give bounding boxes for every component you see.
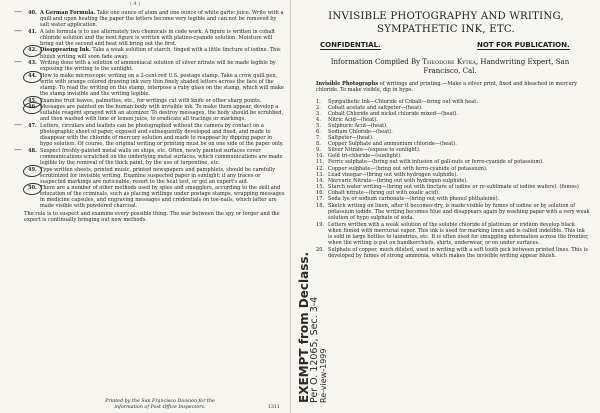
intro-paragraph: [316, 81, 586, 93]
item-number: 7.: [316, 135, 321, 142]
item-number: 19.: [316, 221, 325, 228]
item-text: Type-written sheets, printed music, printed newspapers and pamphlets, should be carefully scrutinized for invisible writing. Examine suspected paper in sunlight; if any traces or suspected markings are noticeable, resort to the heat test, or get an expert's aid.: [40, 166, 276, 185]
item-text: Writing done with a solution of ammoniacal solution of silver nitrate will be made legible by exposing the writing to the sunlight.: [40, 60, 276, 73]
item-title: A German Formula.: [40, 10, 96, 16]
item-number: 1.: [316, 99, 321, 105]
item-number: 40.: [28, 10, 37, 16]
item-text: There are a number of other methods used by spies and smugglers, according to the skill and education of the criminals, such as placing writings under postage stamps, wrapping messages in medicine capsules, and engraving messages and credentials on toe-nails, which latter are made visible with powdered charcoal.: [40, 185, 285, 210]
item-number: 50.: [28, 185, 37, 192]
not-for-publication-label: NOT FOR PUBLICATION.: [477, 41, 570, 49]
item-number: 3.: [316, 111, 321, 118]
closing-paragraph: The rule is to suspect and examine every possible thing. The war between the spy or forger and the expert is continually bringing out new methods.: [24, 211, 280, 224]
item-text: Saltpeter—(heat).: [328, 135, 374, 142]
pencil-dash-mark: —: [14, 120, 22, 129]
pencil-dash-mark: —: [14, 25, 22, 35]
compiled-by-line: [312, 58, 588, 76]
item-text: Sulphuric Acid—(heat).: [328, 123, 388, 130]
page-number: ( 4 ): [130, 1, 141, 7]
item-text: Sketch writing on linen, after it becomes dry, is made visible by fumes of iodine or by solution of potassium iodide. The writing becomes blue and disappears again by washing paper with a very weak solution of hypo sulphate of soda.: [328, 202, 590, 221]
item-number: 13.: [316, 171, 325, 178]
item-number: 45.: [28, 97, 37, 104]
item-number: 9.: [316, 147, 321, 154]
confidential-label: CONFIDENTIAL.: [320, 41, 381, 49]
intro-text: of writings and printing.—Make a silver print, fixed and bleached in mercury chloride. To make visible, dip in hypo.: [316, 81, 577, 94]
title-line-1: INVISIBLE PHOTOGRAPHY AND WRITING,: [328, 11, 564, 22]
stamp-line-2: Per O. 12065, Sec. 3-4: [309, 296, 320, 403]
item-text: Take a weak solution of starch, tinged with a little tincture of iodine. This bluish writing will soon fade away.: [40, 47, 281, 60]
item-text: Starch water writing—(bring out with tincture of iodine or re-sublimate of iodine wafers). (fumes): [328, 183, 579, 190]
item-number: 41.: [28, 28, 37, 35]
item-number: 4.: [316, 117, 321, 124]
item-text: Sulphate of copper, much diluted, used in writing with a soft tooth pick between printed lines. This is developed by fumes of strong ammonia, which makes the invisible writing appear bluish.: [328, 247, 588, 260]
intro-title: Invisible Photographs: [316, 81, 379, 87]
info-suffix: , Handwriting Expert, San Francisco, Cal.: [423, 58, 570, 75]
item-text: Copper sulphate—(bring out with ferro-cyanide of potassium).: [328, 165, 488, 172]
footer-code: 1311: [267, 404, 280, 410]
item-text: Nitric Acid—(heat).: [328, 117, 378, 124]
item-number: 6.: [316, 129, 321, 136]
item-number: 17.: [316, 195, 325, 202]
left-list-item: [4, 57, 286, 73]
item-text: Letters, circulars and leaflets can be photographed without the camera by contact on a photographic sheet of paper, exposed and subsequently developed and fixed, and made to disappear with the chloride of mercury solution and made to reappear by dipping paper in hypo solution. Of course, the original writing or printing must be on one side of the paper only.: [40, 123, 284, 148]
item-number: 10.: [316, 153, 325, 160]
declassification-stamp: [294, 195, 326, 405]
item-text: Letters written with a weak solution of the soluble chloride of platinum or iridium develop black when fumed with mercurial vapor. This ink is used for marking linen and is called indelible. This ink is sold in large bottles to laundries, etc. It is often used for smuggling information across the frontier, when the writing is put on handkerchiefs, shirts, underwear, or on under surfaces.: [328, 221, 589, 247]
left-list-item: [4, 25, 286, 47]
item-number: 43.: [28, 60, 37, 67]
item-text: Cobalt nitrate—(bring out with oxalic acid).: [328, 189, 440, 196]
document-title: [312, 10, 580, 36]
item-text: Ferric sulphate—(bring out with infusion of gall-nuts or ferro-cyanide of potassium).: [328, 159, 544, 166]
item-number: 2.: [316, 105, 321, 112]
item-number: 20.: [316, 247, 325, 254]
pencil-dash-mark: —: [14, 144, 22, 154]
info-prefix: Information Compiled By: [330, 58, 421, 66]
item-text: How to make microscopic writing on a 2-cent red U.S. postage stamp. Take a crow quill pen, write with orange colored drawing ink very thin finely shaded letters across the face of the stamp. To read the writing on this stamp, interpose a ruby glass on the stamp, which will make the stamp invisible and the writing legible.: [40, 72, 284, 97]
item-text: Copper Sulphate and ammonium chloride—(heat).: [328, 141, 457, 148]
item-number: 49.: [28, 166, 37, 173]
right-page: [292, 0, 600, 413]
item-text: Gold tri-chloride—(sunlight).: [328, 153, 402, 160]
item-text: Lead vinegar—(bring out with hydrogen sulphide).: [328, 171, 458, 178]
item-text: Suspect freshly-painted metal walls on ships, etc. Often, newly painted surfaces cover communications scratched on the underlying metal surfaces, which communications are made legible by the removal of the thick paint, by the use of turpentine, etc.: [40, 147, 283, 166]
left-item-list: [4, 7, 286, 224]
item-number: 5.: [316, 123, 321, 130]
item-text: Messages are painted on the human body with invisible ink. To make them appear, develop a suitable reagent sprayed with an atomizer. To destroy messages, the body should be scrubbed, and then washed with lime or lemon juice, to eradicate all tracings or markings.: [40, 104, 284, 123]
left-list-item: [4, 104, 286, 122]
left-list-item: [4, 98, 286, 104]
item-number: 11.: [316, 159, 325, 166]
left-list-item: [4, 47, 286, 59]
item-number: 14.: [316, 177, 325, 184]
stamp-line-3: Re-view-1999: [319, 348, 328, 403]
left-list-item: [4, 144, 286, 166]
stamp-line-1: EXEMPT from Declass.: [297, 251, 311, 403]
title-line-2: SYMPATHETIC INK, ETC.: [377, 24, 515, 35]
item-number: 18.: [316, 202, 325, 209]
footer-line-1: Printed by the San Francisco Division for the: [105, 399, 215, 404]
item-number: 47.: [28, 123, 37, 129]
item-text: Sympathetic Ink—Chloride of Cobalt—bring out with heat.: [328, 99, 478, 105]
left-list-item: [4, 185, 286, 209]
item-text: Soda lye or sodium carbonate—(bring out with phenol phthaleine).: [328, 195, 500, 202]
page-footer: [40, 399, 280, 410]
item-text: Cobalt acetate and saltpeter—(heat).: [328, 105, 423, 112]
footer-line-2: information of Post Office Inspectors.: [114, 404, 206, 410]
pencil-dash-mark: —: [14, 7, 22, 16]
item-text: Sodium Chloride—(heat).: [328, 129, 393, 136]
right-list-item: [316, 247, 590, 259]
item-number: 16.: [316, 189, 325, 196]
item-text: Cobalt Chloride and nickel chloride mixed—(heat).: [328, 111, 458, 118]
left-list-item: [4, 120, 286, 148]
right-list-item: [316, 222, 590, 246]
left-list-item: [4, 73, 286, 97]
item-text: Examine fruit leaves, palmettos, etc., for writings cut with knife or other sharp points.: [40, 97, 262, 104]
item-number: 48.: [28, 147, 37, 154]
item-number: 44.: [28, 72, 37, 79]
item-title: Disappearing Ink.: [40, 47, 91, 54]
left-page: [0, 0, 291, 413]
item-text: Silver Nitrate—(expose to sunlight).: [328, 147, 421, 154]
left-list-item: [4, 167, 286, 185]
item-number: 15.: [316, 183, 325, 190]
right-list-item: [316, 196, 590, 202]
item-number: 46.: [28, 104, 37, 111]
right-item-list: [316, 99, 590, 259]
item-text: Take one ounce of alum and one ounce of white garlic juice. Write with a quill and upon heating the paper the letters become very legible and can not be removed by salt water application.: [40, 10, 284, 29]
item-text: A late formula is to use alternately two chemicals in code work. A figure is written in cobalt chloride solution and the next figure is written with platino-cyanide solution. Moisture will bring out the second and heat will bring out the first.: [40, 28, 276, 47]
item-text: Mercuric Nitrate—(bring out with hydrogen sulphide).: [328, 177, 468, 184]
author-name: Theodore Kytka: [422, 58, 476, 66]
right-list-item: [316, 203, 590, 221]
item-number: 8.: [316, 141, 321, 148]
pencil-dash-mark: —: [14, 57, 22, 67]
item-number: 42.: [28, 47, 37, 54]
left-list-item: [4, 7, 286, 29]
item-number: 12.: [316, 165, 325, 172]
